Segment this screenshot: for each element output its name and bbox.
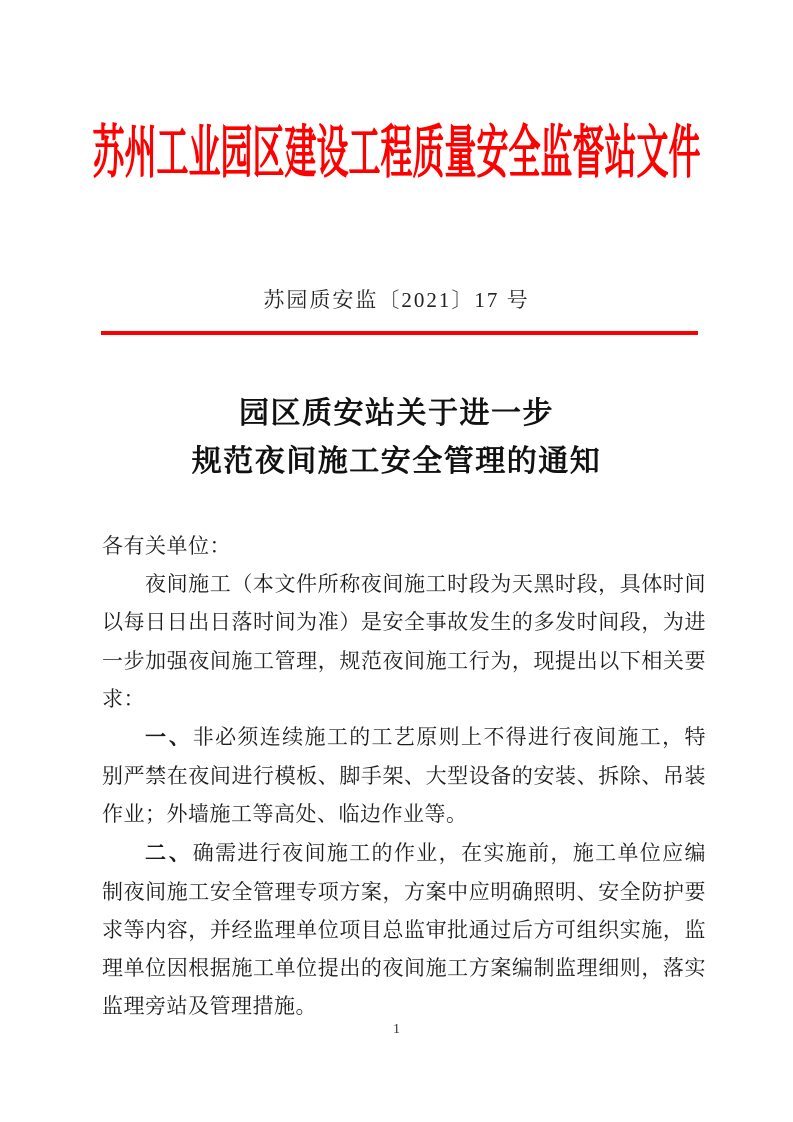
paragraph-intro-text: 夜间施工（本文件所称夜间施工时段为天黑时段，具体时间以每日日出日落时间为准）是安全事故发生的多发时间段，为进一步加强夜间施工管理，规范夜间施工行为，现提出以下相关要求： <box>102 572 706 711</box>
letterhead-title: 苏州工业园区建设工程质量安全监督站文件 <box>92 119 701 185</box>
page-number: 1 <box>393 1022 400 1037</box>
notice-title-line-1: 园区质安站关于进一步 <box>239 397 554 430</box>
paragraph-item-2-ordinal: 二、 <box>145 841 193 865</box>
paragraph-item-1-ordinal: 一、 <box>145 726 193 750</box>
paragraph-item-1 <box>102 718 706 834</box>
letterhead-banner <box>0 119 793 185</box>
document-reference-number: 苏园质安监〔2021〕17 号 <box>263 288 530 312</box>
salutation: 各有关单位： <box>102 534 231 558</box>
notice-title <box>0 390 793 486</box>
paragraph-item-1-text: 非必须连续施工的工艺原则上不得进行夜间施工，特别严禁在夜间进行模板、脚手架、大型设备的安装、拆除、吊装作业；外墙施工等高处、临边作业等。 <box>102 725 707 827</box>
paragraph-item-2 <box>102 834 706 1026</box>
red-separator-rule <box>101 331 698 335</box>
notice-body <box>102 527 706 1026</box>
paragraph-intro <box>102 565 706 718</box>
notice-title-line-2: 规范夜间施工安全管理的通知 <box>191 445 602 478</box>
paragraph-item-2-text: 确需进行夜间施工的作业，在实施前，施工单位应编制夜间施工安全管理专项方案，方案中应明确照明、安全防护要求等内容，并经监理单位项目总监审批通过后方可组织实施，监理单位因根据施工单位提出的夜间施工方案编制监理细则，落实监理旁站及管理措施。 <box>102 840 707 1019</box>
